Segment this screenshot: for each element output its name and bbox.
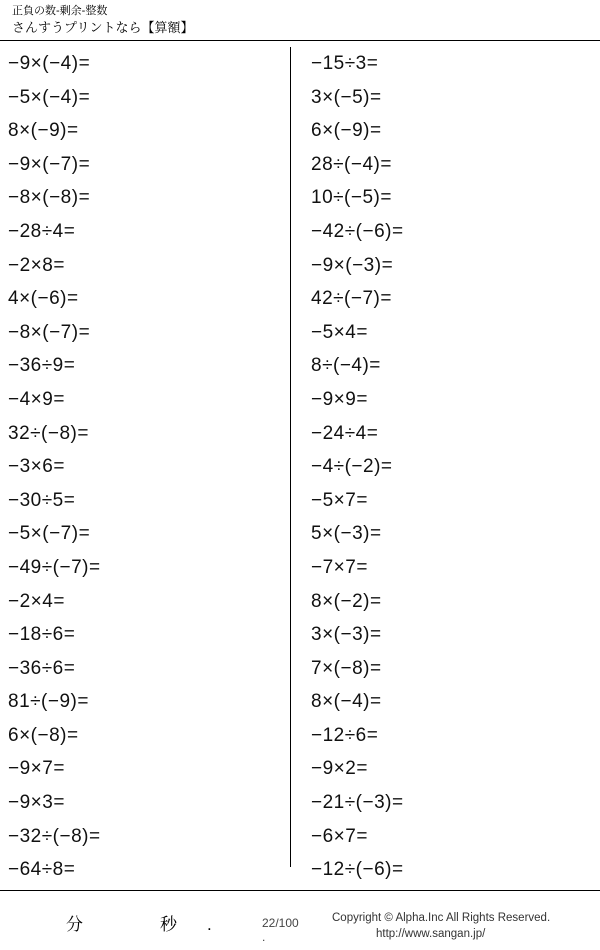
problem-item: −5×(−4)= <box>8 86 91 108</box>
problem-item: 6×(−8)= <box>8 724 79 746</box>
problem-item: −36÷6= <box>8 657 76 679</box>
worksheet-footer <box>0 890 600 950</box>
problem-item: −9×9= <box>311 388 368 410</box>
problem-item: 6×(−9)= <box>311 120 382 142</box>
problem-item: 3×(−3)= <box>311 624 382 646</box>
problem-item: −7×7= <box>311 556 368 578</box>
problem-item: 42÷(−7)= <box>311 288 392 310</box>
problem-item: −9×(−4)= <box>8 53 91 74</box>
problem-item: −12÷(−6)= <box>311 859 404 881</box>
footer-divider <box>0 890 600 891</box>
problem-item: 32÷(−8)= <box>8 422 89 444</box>
problem-item: −18÷6= <box>8 624 76 646</box>
problem-item: 8×(−4)= <box>311 691 382 713</box>
problem-item: −6×7= <box>311 825 368 847</box>
problem-item: 10÷(−5)= <box>311 187 392 209</box>
problem-item: 81÷(−9)= <box>8 691 89 713</box>
problem-item: −32÷(−8)= <box>8 825 101 847</box>
problem-item: −49÷(−7)= <box>8 556 101 578</box>
problem-item: −4÷(−2)= <box>311 456 393 478</box>
copyright-text: Copyright © Alpha.Inc All Rights Reserved. <box>332 912 551 924</box>
page-number-dot: . <box>262 930 266 944</box>
problem-item: −9×7= <box>8 758 65 780</box>
page-number: 22/100 <box>262 916 299 930</box>
problem-item: 4×(−6)= <box>8 288 79 310</box>
problem-item: 28÷(−4)= <box>311 153 392 175</box>
problem-item: −9×2= <box>311 758 368 780</box>
problem-item: −5×(−7)= <box>8 523 91 545</box>
problem-item: −42÷(−6)= <box>311 220 404 242</box>
problem-item: 8×(−2)= <box>311 590 382 612</box>
problem-item: −36÷9= <box>8 355 76 377</box>
problem-item: −9×3= <box>8 792 65 814</box>
problem-item: −5×7= <box>311 489 368 511</box>
problem-item: −5×4= <box>311 321 368 343</box>
problem-item: −8×(−8)= <box>8 187 91 209</box>
problem-column-left <box>0 45 290 885</box>
time-record-label: 分 秒. <box>66 915 242 934</box>
problem-item: −2×8= <box>8 254 65 276</box>
problem-item: −15÷3= <box>311 53 379 74</box>
problem-columns <box>0 45 600 885</box>
problem-item: 7×(−8)= <box>311 657 382 679</box>
worksheet-header <box>12 4 572 36</box>
problem-item: 8÷(−4)= <box>311 355 381 377</box>
problem-item: −30÷5= <box>8 489 76 511</box>
problem-item: −8×(−7)= <box>8 321 91 343</box>
problem-item: −2×4= <box>8 590 65 612</box>
worksheet-subject: 正負の数-剰余-整数 <box>12 5 108 17</box>
problem-column-right <box>291 45 581 885</box>
header-divider <box>0 40 600 41</box>
problem-item: −9×(−7)= <box>8 153 91 175</box>
problem-item: 5×(−3)= <box>311 523 382 545</box>
website-url: http://www.sangan.jp/ <box>376 928 486 940</box>
problem-item: −24÷4= <box>311 422 379 444</box>
problem-item: −64÷8= <box>8 859 76 881</box>
problem-item: −12÷6= <box>311 724 379 746</box>
problem-item: −3×6= <box>8 456 65 478</box>
problem-item: −21÷(−3)= <box>311 792 404 814</box>
problem-item: 3×(−5)= <box>311 86 382 108</box>
problem-item: 8×(−9)= <box>8 120 79 142</box>
problem-item: −9×(−3)= <box>311 254 394 276</box>
problem-item: −4×9= <box>8 388 65 410</box>
problem-item: −28÷4= <box>8 220 76 242</box>
worksheet-title: さんすうプリントなら【算額】 <box>12 20 194 35</box>
